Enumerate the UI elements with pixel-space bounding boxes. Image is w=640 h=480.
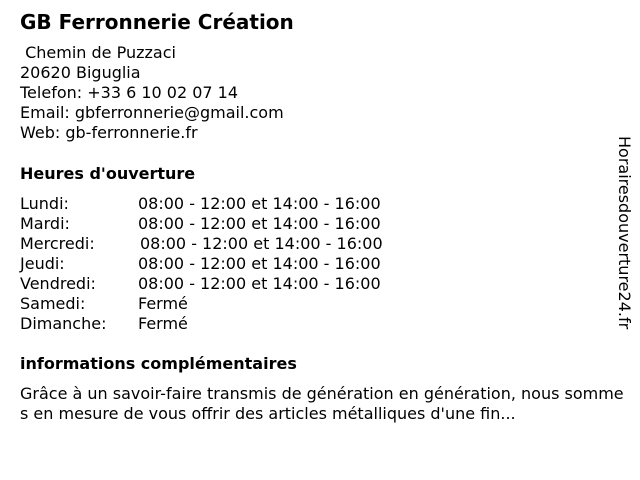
day-hours: 08:00 - 12:00 et 14:00 - 16:00 xyxy=(138,214,381,233)
website: Web: gb-ferronnerie.fr xyxy=(20,123,198,142)
opening-hours-heading: Heures d'ouverture xyxy=(20,164,196,183)
day-hours: 08:00 - 12:00 et 14:00 - 16:00 xyxy=(140,234,383,253)
day-label: Mardi: xyxy=(20,214,70,233)
email-address: Email: gbferronnerie@gmail.com xyxy=(20,103,284,122)
day-label: Lundi: xyxy=(20,194,69,213)
day-hours: 08:00 - 12:00 et 14:00 - 16:00 xyxy=(138,194,381,213)
day-label: Vendredi: xyxy=(20,274,96,293)
business-name: GB Ferronnerie Création xyxy=(20,10,294,34)
phone-number: Telefon: +33 6 10 02 07 14 xyxy=(20,83,239,102)
day-label: Jeudi: xyxy=(20,254,65,273)
day-label: Dimanche: xyxy=(20,314,107,333)
day-hours: 08:00 - 12:00 et 14:00 - 16:00 xyxy=(138,254,381,273)
street-address: Chemin de Puzzaci xyxy=(20,43,176,62)
day-label: Mercredi: xyxy=(20,234,95,253)
city-postcode: 20620 Biguglia xyxy=(20,63,141,82)
business-description: Grâce à un savoir-faire transmis de génération en génération, nous sommes en mesure de vous offrir des articles métalliques d'une fin... xyxy=(20,384,624,423)
watermark xyxy=(612,136,636,346)
day-hours: 08:00 - 12:00 et 14:00 - 16:00 xyxy=(138,274,381,293)
day-label: Samedi: xyxy=(20,294,86,313)
day-hours: Fermé xyxy=(138,294,188,313)
contact-block xyxy=(20,43,284,143)
day-hours: Fermé xyxy=(138,314,188,333)
additional-info-heading: informations complémentaires xyxy=(20,354,297,373)
watermark-text: Horairesdouverture24.fr xyxy=(615,136,634,330)
